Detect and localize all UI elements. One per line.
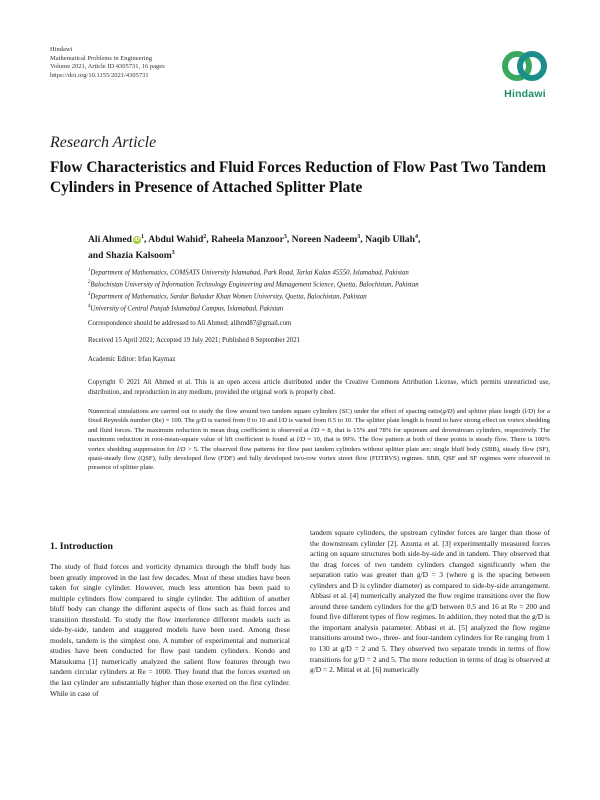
intro-paragraph-left: The study of fluid forces and vorticity dynamics through the bluff body has been greatly improved in the last few decades. Most of these studies have been taken for single cylinder. However, much less attention has been paid to multiple cylinders flow compared to single cylinder. The addition of another bluff body can change the different aspects of flow such as fluid forces and transition threshold. To study the flow interference different models such as side-by-side, tandem and staggered models have been used. Among these models, tandem is the simplest one. A number of experimental and numerical studies have been conducted for flow past tandem cylinders. Kondo and Matsukuma [1] numerically analyzed the salient flow features through two tandem circular cylinders at Re = 1000. They found that the forces exerted on the last cylinder are substantially higher than those exerted on the first cylinder. While in case of: [50, 562, 290, 698]
abstract: Numerical simulations are carried out to study the flow around two tandem square cylinders (SC) under the effect of spacing ratio(g/D) and splitter plate length (l/D) for a fixed Reynolds number (Re) = 100. The g/D is varied from 0 to 10 and l/D is varied from 0.5 to 10. The splitter plate length is found to have strong effect on vortex shedding and fluid forces. The maximum reduction in mean drag coefficient is observed at l/D = 8, that is 15% and 78% for upstream and downstream cylinders, respectively. The maximum reduction in root-mean-square value of lift coefficient is found at l/D = 10, that is 99%. The flow pattern at both of these points is steady flow. There is 100% vortex shedding suppression for l/D > 5. The observed flow patterns for flow past tandem cylinders without splitter plate are; single bluff body (SBB), steady flow (SF), quasi-steady flow (QSF), fully developed flow (FDF) and fully developed two-row vortex street flow (FDTRVS) regimes. SBB, QSF and SF regimes were observed in presence of splitter plate.: [88, 408, 550, 472]
author-affiliation-marker: 3: [171, 249, 175, 256]
author-name: and Shazia Kalsoom: [88, 249, 172, 261]
article-type: Research Article: [50, 134, 157, 151]
journal-name: Mathematical Problems in Engineering: [50, 54, 152, 62]
body-column-left: [50, 562, 290, 699]
affiliation: $^3$Department of Mathematics, Sardar Bahadur Khan Women University, Quetta, Balochistan, Pakistan: [88, 292, 367, 301]
section-heading-introduction: 1. Introduction: [50, 541, 113, 552]
affiliation: $^1$Department of Mathematics, COMSATS University Islamabad, Park Road, Tarlai Kalan 45550, Islamabad, Pakistan: [88, 268, 409, 277]
volume-info: Volume 2021, Article ID 4305731, 16 pages: [50, 63, 165, 71]
author-affiliation-marker: 4: [414, 234, 418, 240]
publisher-name: Hindawi: [50, 46, 73, 53]
author-list: Ali Ahmed $iD^1$, Abdul Wahid$^2$, Raheela Manzoor$^3$, Noreen Nadeem$^3$, Naqib Ullah$^4$, and Shazia Kalsoom$^3$: [88, 234, 421, 261]
academic-editor: Academic Editor: Irfan Kaymaz: [88, 356, 176, 363]
publication-dates: Received 15 April 2021; Accepted 19 July 2021; Published 8 September 2021: [88, 337, 300, 344]
author-name: Raheela Manzoor: [211, 234, 284, 246]
author-affiliation-marker: 3: [283, 234, 287, 240]
copyright-notice: Copyright © 2021 Ali Ahmed et al. This is an open access article distributed under the Creative Commons Attribution License, which permits unrestricted use, distribution, and reproduction in any medium, provided the original work is properly cited.: [88, 379, 550, 396]
author-affiliation-marker: 2: [203, 234, 207, 240]
author-name: Noreen Nadeem: [291, 234, 358, 246]
affiliation: $^4$University of Central Punjab Islamabad Campus, Islamabad, Pakistan: [88, 304, 284, 313]
correspondence: Correspondence should be addressed to Ali Ahmed; alihmd87@gmail.com: [88, 320, 292, 327]
body-column-right: [310, 528, 550, 676]
hindawi-logo-text: Hindawi: [504, 88, 546, 100]
intro-paragraph-right: tandem square cylinders, the upstream cylinder forces are larger than those of the downstream cylinder [2]. Azuma et al. [3] experimentally measured forces acting on square structures both side-by-side and in tandem. They observed that the drag forces of two tandem cylinders changed significantly when the separation ratio was greater than g/D = 3 (where g is the spacing between cylinders and D is cylinder diameter) as compared to side-by-side arrangement. Abbasi et al. [4] numerically analyzed the flow regime transitions over the flow around three tandem cylinders for the g/D between 0.5 and 16 at Re = 200 and found five different types of flow regimes. In addition, they noted that the g/D is the important analysis parameter. Abbasi et al. [5] analyzed the flow regime transitions around two-, three- and four-tandem cylinders for Re ranging from 1 to 130 at g/D = 2 and 5. They observed two separate trends in terms of flow transitions for g/D = 2 and 5. The more reduction in terms of drag is observed at g/D = 2. Mittal et al. [6] numerically: [310, 528, 550, 675]
affiliation: $^2$Balochistan University of Information Technology Engineering and Management Science, Quetta, Balochistan, Pakistan: [88, 280, 419, 289]
journal-metadata: [50, 46, 370, 80]
orcid-icon[interactable]: iD: [134, 237, 140, 244]
doi-link[interactable]: https://doi.org/10.1155/2021/4305731: [50, 71, 149, 79]
author-name: Ali Ahmed: [88, 234, 132, 246]
author-affiliation-marker: 1: [140, 234, 144, 240]
author-name: Naqib Ullah: [365, 234, 415, 246]
article-title: Flow Characteristics and Fluid Forces Reduction of Flow Past Two Tandem Cylinders in Presence of Attached Splitter Plate: [50, 159, 546, 196]
author-name: Abdul Wahid: [148, 234, 204, 246]
author-affiliation-marker: 3: [357, 234, 361, 240]
affiliation-list: [88, 266, 548, 314]
